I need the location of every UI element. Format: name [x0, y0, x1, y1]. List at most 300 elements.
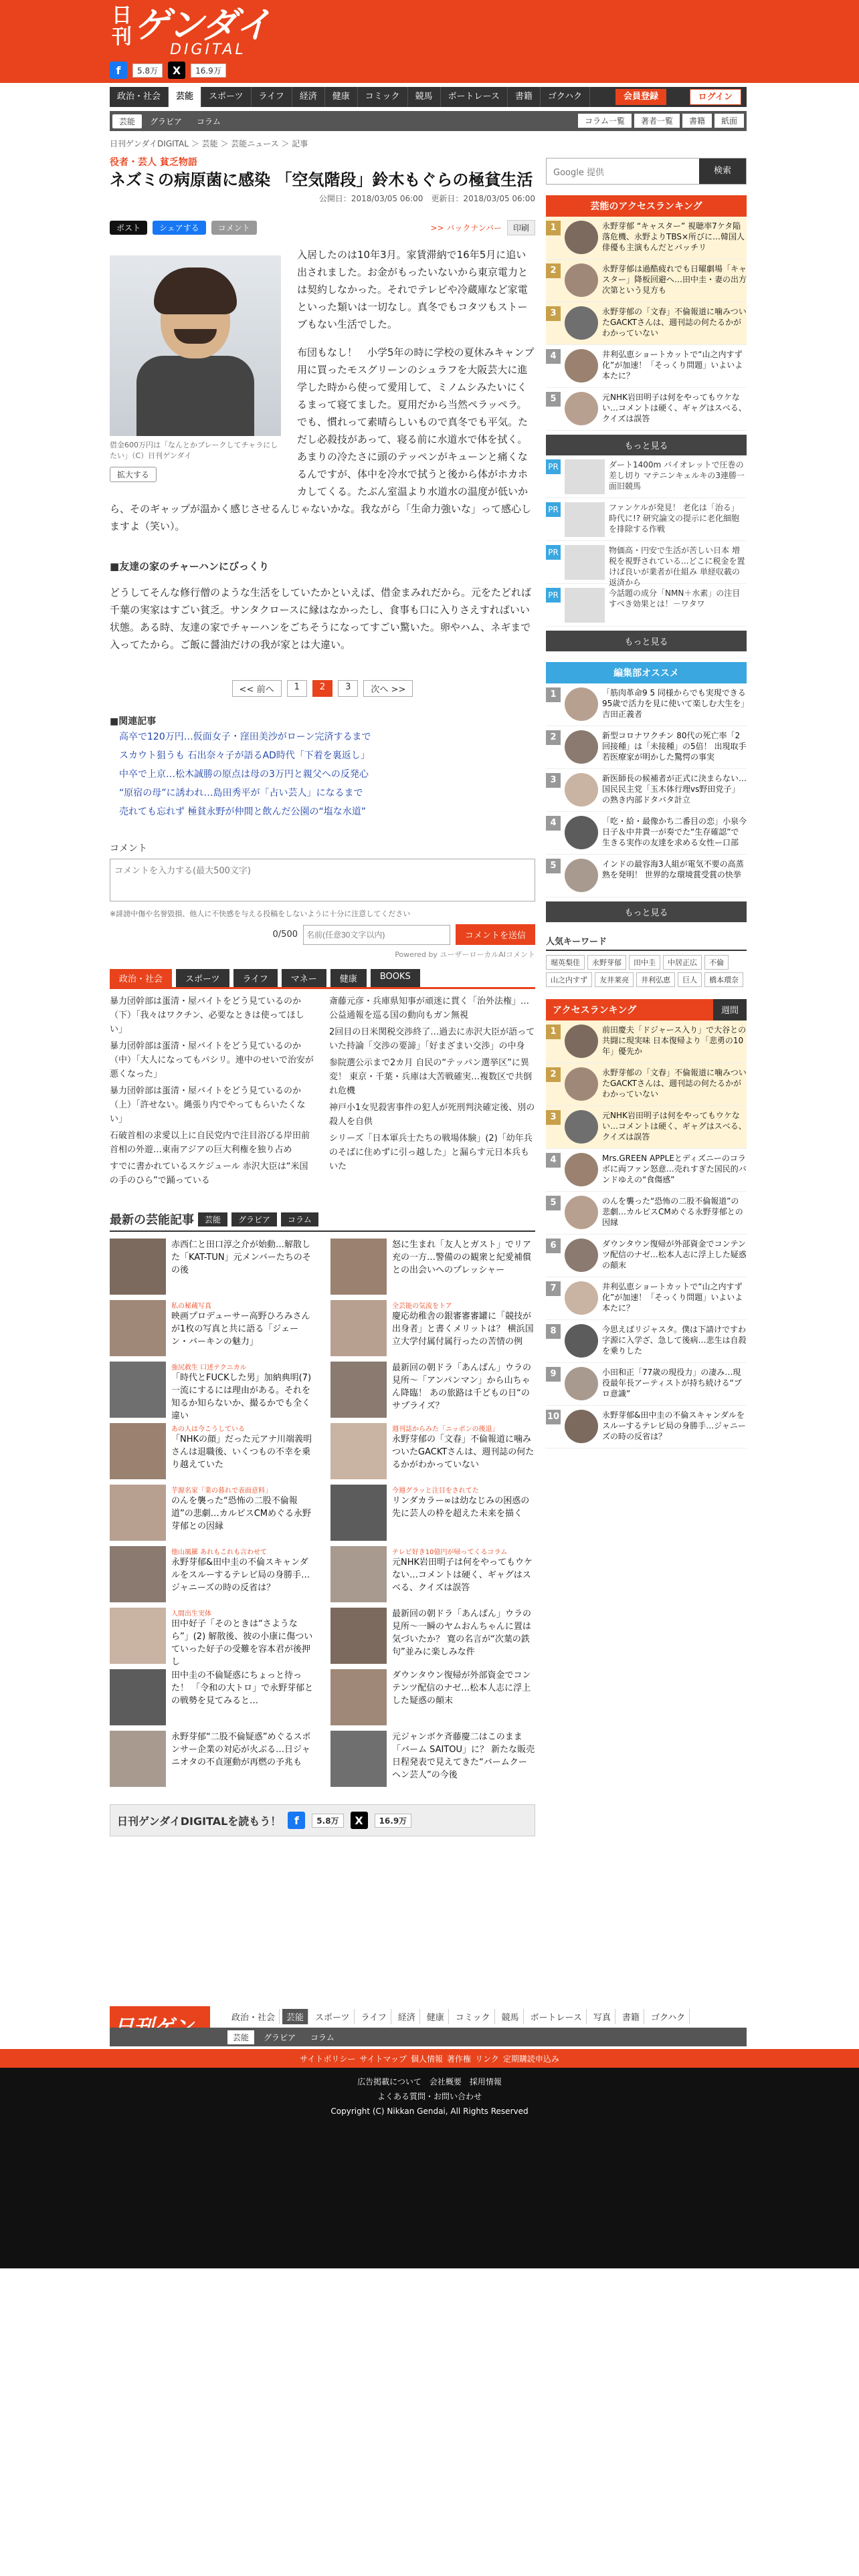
subnav-right-item[interactable]: 紙面 — [714, 114, 744, 128]
login-button[interactable]: ログイン — [690, 89, 741, 105]
editor-item[interactable] — [546, 726, 747, 769]
article-thumbnail[interactable] — [330, 1485, 387, 1541]
category-tab[interactable]: スポーツ — [176, 969, 229, 987]
card-title[interactable]: 田中好子「そのときは“さようなら”」(2) 解散後、彼の小康に傷ついていった好子の受難を容本君が後押し — [171, 1619, 313, 1667]
pr-text[interactable]: ファンケルが発見！ 老化は「治る」時代に!? 研究論文の提示に老化細胞を排除する作戦 — [609, 503, 739, 534]
ranking-text[interactable]: 前田慶夫「ドジャース入り」で大谷との共闘に現実味 日本復帰より「悲勇の10年」優先か — [602, 1025, 747, 1056]
rank-number: 2 — [546, 263, 561, 278]
access-ranking-list — [546, 1021, 747, 1448]
article-thumbnail[interactable] — [330, 1546, 387, 1602]
pr-badge: PR — [546, 545, 561, 560]
ranking-text[interactable]: のんを襲った“恐怖の二股不倫報道”の悲劇…カルピスCMめぐる永野芽郁との因縁 — [602, 1196, 743, 1227]
keywords-title: 人気キーワード — [546, 934, 747, 951]
keyword-tag[interactable]: 橋本環奈 — [704, 972, 743, 987]
latest-card[interactable] — [330, 1300, 535, 1358]
pr-item[interactable] — [546, 541, 747, 587]
card-title[interactable]: のんを襲った“恐怖の二股不倫報道”の悲劇…カルピスCMめぐる永野芽郁との因縁 — [171, 1496, 312, 1531]
card-title[interactable]: 永野芽郁“二股不倫疑惑”めぐるスポンサー企業の対応が火ぶる…日ジャニオタの不貞運動が再燃の予兆も — [171, 1732, 311, 1767]
latest-card[interactable] — [330, 1485, 535, 1542]
news-link[interactable]: 参院選公示まで2カ月 自民の“テッパン選挙区”に異変！ 東京・千葉・兵庫は大苦戦確実…複数区で共倒れ危機 — [329, 1058, 533, 1096]
ranking-thumbnail — [565, 1067, 598, 1101]
search-box — [546, 158, 747, 185]
footer-link[interactable]: 著作権 — [447, 2054, 472, 2064]
pr-list — [546, 455, 747, 627]
pr-text[interactable]: 物価高・円安で生活が苦しい日本 増税を視野されている...どこに税金を置けば良いが業者が仕組み 単経収載の返済から — [609, 546, 745, 587]
article-dates: 公開日：2018/03/05 06:00 更新日：2018/03/05 06:00 — [318, 194, 535, 203]
article-thumbnail[interactable] — [330, 1608, 387, 1664]
footer-nav-item[interactable]: コミック — [452, 2009, 495, 2024]
latest-card[interactable] — [110, 1485, 314, 1542]
next-page-button[interactable]: 次へ >> — [363, 680, 413, 697]
latest-card[interactable] — [330, 1608, 535, 1665]
nav-item[interactable]: コミック — [358, 87, 408, 107]
footer-ad-links[interactable]: 広告掲載について 会社概要 採用情報 — [357, 2077, 502, 2086]
footer-link[interactable]: サイトマップ — [359, 2054, 407, 2064]
pr-thumbnail — [565, 502, 605, 537]
article-paragraph: どうしてそんな修行僧のような生活をしていたかといえば、借金まみれだから。元をたどれば千葉の実家はすごい貧乏。サンタクロースに縁はなかったし、食事も口に入りさえすればいい状態。ある時、友達の家でチャーハンをごちそうになってすごい驚いた。卵やハム、ネギまで入ってたから。ご飯に醤油だけの我が家とは大違い。 — [110, 586, 532, 651]
ranking-item[interactable] — [546, 345, 747, 388]
editor-text[interactable]: 新型コロナワクチン 80代の死亡率「2回接種」は「未接種」の5倍！ 出現取手若医療家が明かした驚愕の事実 — [602, 731, 747, 762]
latest-title: 最新の芸能記事 — [110, 1213, 194, 1227]
news-link[interactable]: 神戸小1女児殺害事件の犯人が死刑判決確定後、別の殺人を自供 — [329, 1103, 535, 1127]
latest-card[interactable] — [110, 1239, 314, 1296]
category-tab[interactable]: 健康 — [330, 969, 367, 987]
category-tab-active[interactable]: 政治・社会 — [110, 969, 172, 987]
search-button[interactable]: 検索 — [699, 158, 746, 184]
article-thumbnail[interactable] — [110, 1362, 166, 1418]
card-label: テレビ好き10億円が帰ってくるコラム — [392, 1549, 508, 1556]
card-title[interactable]: 元NHK岩田明子は何をやってもウケない…コメントは硬く、ギャグはスベる、クイズは誤答 — [392, 1558, 533, 1593]
footer-faq-link[interactable]: よくある質問・お問い合わせ — [377, 2092, 482, 2101]
card-title[interactable]: 最新回の朝ドラ「あんぱん」ウラの見所～一瞬のヤムおんちゃんに置は気づいたか？ 寛の名言が“次葉の鉄句”並みに楽しみな件 — [392, 1609, 532, 1657]
card-title[interactable]: 赤西仁と田口淳之介が始動…解散した「KAT-TUN」元メンバーたちのその後 — [171, 1240, 311, 1275]
editor-pick-title: 編集部オススメ — [546, 662, 747, 683]
x-icon[interactable]: X — [168, 62, 185, 79]
card-title[interactable]: 元ジャンボケ斉藤慶二はこのまま「バーム SAITOU」に？ 新たな販売日程発表で見えてきた“バームクーヘン芸人”の今後 — [392, 1732, 535, 1780]
latest-card[interactable] — [110, 1546, 314, 1604]
subnav-item[interactable]: 芸能 — [112, 114, 142, 128]
ranking-text[interactable]: 永野芽郁&田中圭の不倫スキャンダルをスルーするテレビ局の身勝手…ジャニーズの時の反省は？ — [602, 1410, 746, 1441]
ranking-text[interactable]: 永野芽郁は過酷疲れでも日曜劇場「キャスター」降板回避へ…田中圭・妻の出方次第という見方も — [602, 264, 747, 295]
article-thumbnail[interactable] — [330, 1731, 387, 1787]
article-thumbnail[interactable] — [110, 1300, 166, 1356]
rank-number: 8 — [546, 1324, 561, 1339]
article-thumbnail[interactable] — [110, 1669, 166, 1725]
pr-item[interactable] — [546, 584, 747, 627]
card-title[interactable]: 最新回の朝ドラ「あんぱん」ウラの見所～「アンパンマン」から山ちゃん降臨！ あの旅路は千どもの日“のサプライズ？ — [392, 1363, 532, 1411]
latest-card[interactable] — [330, 1423, 535, 1481]
pr-item[interactable] — [546, 455, 747, 498]
comment-count: 0/500 — [272, 930, 298, 940]
article-thumbnail[interactable] — [110, 1485, 166, 1541]
article-body — [110, 246, 535, 653]
rank-number: 1 — [546, 687, 561, 702]
ranking-text[interactable]: 永野芽郁の「文春」不倫報道に噛みついたGACKTさんは、週刊誌の何たるかがわかっていない — [602, 1068, 747, 1099]
latest-card[interactable] — [330, 1546, 535, 1604]
ranking-text[interactable]: 元NHK岩田明子は何をやってもウケない…コメントは硬く、ギャグはスベる、クイズは誤答 — [602, 1111, 747, 1142]
facebook-count: 5.8万 — [312, 1814, 343, 1828]
sub-nav — [110, 111, 747, 131]
keyword-tag[interactable]: 堀英梨佳 — [546, 955, 585, 970]
ranking-text[interactable]: Mrs.GREEN APPLEとディズニーのコラボに両ファン怒意…売れすぎた国民的バンドゆえの“食傷感” — [602, 1154, 747, 1184]
ranking-text[interactable]: 今思えばリジャスタ。僕は下請けですわ字源に入学ざ、急して後病…悲生は自殺を乗りした — [602, 1325, 747, 1356]
rank-number: 3 — [546, 306, 561, 321]
nav-item[interactable]: 競馬 — [408, 87, 441, 107]
footer-nav-item[interactable]: 写真 — [589, 2009, 615, 2024]
editor-item[interactable] — [546, 812, 747, 855]
share-bar — [110, 220, 535, 235]
card-label: 強尻救生 口述テクニカル — [171, 1364, 247, 1372]
keyword-tag[interactable]: 田中圭 — [629, 955, 660, 970]
keyword-tag[interactable]: 不倫 — [704, 955, 729, 970]
related-link[interactable]: 高卒で120万円…仮面女子・窪田美沙がローン完済するまで — [119, 732, 371, 742]
backnumber-link[interactable]: >> バックナンバー — [430, 223, 502, 233]
latest-card[interactable] — [110, 1423, 314, 1481]
comment-textarea[interactable] — [110, 859, 535, 901]
editor-list — [546, 683, 747, 897]
rank-number: 3 — [546, 773, 561, 788]
news-link[interactable]: 暴力団幹部は蛋清・屋バイトをどう見ているのか（下）「我々はワクチン、必要なときは使ってほしい」 — [110, 996, 304, 1035]
editor-text[interactable]: 新医師長の候補者が正式に決まらない…国民民主党「玉木体行理vs野田党子」の熟き内部ドタバタ計立 — [602, 774, 747, 804]
article-category[interactable]: 役者・芸人 貧乏物語 — [110, 157, 197, 168]
keyword-tag[interactable]: 井利弘恵 — [636, 972, 675, 987]
page-link[interactable]: 1 — [287, 680, 307, 697]
main-nav — [110, 87, 747, 107]
rank-number: 5 — [546, 392, 561, 407]
ranking-item[interactable] — [546, 1406, 747, 1448]
article-subheading: ■友達の家のチャーハンにびっくり — [110, 560, 269, 572]
copyright: Copyright (C) Nikkan Gendai, All Rights Reserved — [330, 2107, 529, 2116]
footer-nav-item[interactable]: 競馬 — [498, 2009, 524, 2024]
comment-note: ※誹謗中傷や名誉毀損、他人に不快感を与える投稿をしないように十分に注意してください — [110, 909, 411, 918]
footer-nav — [227, 2009, 690, 2024]
ranking-item[interactable] — [546, 1235, 747, 1277]
page-link-current[interactable]: 2 — [312, 680, 332, 697]
ranking-thumbnail — [565, 1324, 598, 1358]
editor-thumbnail — [565, 687, 598, 721]
related-title: ■関連記事 — [110, 716, 157, 727]
footer-bottom — [0, 2068, 859, 2268]
latest-card[interactable] — [330, 1669, 535, 1727]
ranking-title: 芸能のアクセスランキング — [546, 195, 747, 217]
related-articles — [110, 714, 535, 821]
footer-nav-item[interactable]: 芸能 — [282, 2009, 308, 2024]
ranking-item[interactable] — [546, 1106, 747, 1149]
rank-number: 1 — [546, 1025, 561, 1039]
facebook-icon[interactable]: f — [288, 1812, 305, 1829]
comment-section — [110, 841, 535, 960]
x-count: 16.9万 — [191, 64, 226, 78]
ranking-thumbnail — [565, 1367, 598, 1400]
x-icon[interactable]: X — [351, 1812, 368, 1829]
card-title[interactable]: 映画プロデューサー高野ひろみさんが1枚の写真と共に語る「ジェーン・バーキンの魅力」 — [171, 1311, 310, 1347]
card-label: 他山風羅 あれもこれも言わせて — [171, 1549, 268, 1556]
editor-thumbnail — [565, 816, 598, 849]
comment-button[interactable]: コメント — [211, 221, 257, 235]
article-thumbnail[interactable] — [110, 1608, 166, 1664]
footer-nav-item[interactable]: スポーツ — [311, 2009, 354, 2024]
ranking-item[interactable] — [546, 217, 747, 259]
latest-tab[interactable]: コラム — [281, 1212, 318, 1226]
editor-thumbnail — [565, 859, 598, 892]
ranking-thumbnail — [565, 1025, 598, 1058]
footer-nav-item[interactable]: ゴクハク — [647, 2009, 690, 2024]
article-paragraph: 入居したのは10年3月。家賃滞納で16年5月に追い出されました。お金がもったいないから東京電力とは契約しなかった。それでテレビや冷蔵庫など家電といった類いは一切なし。真冬でもコタツもストーブもない生活でした。 — [297, 249, 529, 330]
category-tab[interactable]: ライフ — [233, 969, 278, 987]
latest-card[interactable] — [330, 1362, 535, 1419]
rank-number: 10 — [546, 1410, 561, 1424]
article-thumbnail[interactable] — [110, 1546, 166, 1602]
rank-number: 3 — [546, 1110, 561, 1125]
nav-item[interactable]: 経済 — [292, 87, 325, 107]
ranking-item[interactable] — [546, 259, 747, 302]
news-link[interactable]: 暴力団幹部は蛋清・屋バイトをどう見ているのか（中）「大人になってもパシリ。連中のせいで治安が悪くなった」 — [110, 1041, 314, 1079]
footer-subnav-item[interactable]: コラム — [310, 2032, 335, 2042]
ranking-thumbnail — [565, 1153, 598, 1186]
nav-item-active[interactable]: 芸能 — [169, 87, 201, 107]
footer-nav-item[interactable]: 健康 — [423, 2009, 449, 2024]
rank-number: 4 — [546, 349, 561, 364]
article-thumbnail[interactable] — [330, 1300, 387, 1356]
photo-caption: 借金600万円は「なんとかブレークしてチャラにしたい」（C）日刊ゲンダイ — [110, 441, 278, 460]
ranking-item[interactable] — [546, 1363, 747, 1406]
comment-name-input[interactable] — [303, 925, 450, 945]
card-label: あの人は今こうしている — [171, 1426, 245, 1433]
rank-number: 4 — [546, 816, 561, 831]
card-title[interactable]: リンダカラー∞は幼なじみの困惑の先に芸人の枠を超えた未来を描く — [392, 1496, 530, 1519]
category-news — [110, 994, 535, 1190]
card-title[interactable]: 田中圭の不倫疑惑にちょっと待った！ 「令和の大トロ」で永野芽郁との戦勢を見てみると… — [171, 1671, 314, 1706]
ranking-item[interactable] — [546, 1021, 747, 1063]
rank-number: 5 — [546, 1196, 561, 1210]
footer-nav-item[interactable]: ボートレース — [527, 2009, 587, 2024]
ranking-text[interactable]: 井利弘恵ショートカットで“山之内すず化”が加速！「そっくり問題」いよいよ本たに？ — [602, 1282, 743, 1313]
article-image[interactable] — [110, 255, 281, 436]
latest-tab[interactable]: 芸能 — [198, 1212, 227, 1226]
news-link[interactable]: シリーズ「日本軍兵士たちの戦場体験」(2)「幼年兵のそばに住めずに引っ越した」と漏らす元日本兵もいた — [329, 1134, 533, 1172]
news-link[interactable]: 暴力団幹部は蛋清・屋バイトをどう見ているのか（上）「許せない。縄張り内でやってもらいたくない」 — [110, 1086, 306, 1124]
card-title[interactable]: 怒に生まれ「友人とガスト」でリア充の一方…警備のの観衆と紀愛補償との出会いへのプレッシャー — [392, 1240, 532, 1275]
logo-digital: DIGITAL — [170, 41, 246, 58]
latest-card[interactable] — [330, 1731, 535, 1788]
article-main — [110, 152, 535, 1836]
nav-item[interactable]: ライフ — [252, 87, 292, 107]
read-more-text: 日刊ゲンダイDIGITALを読もう！ — [117, 1814, 282, 1828]
footer-nav-item[interactable]: 政治・社会 — [227, 2009, 280, 2024]
subnav-right-item[interactable]: 著者一覧 — [634, 114, 680, 128]
pr-item[interactable] — [546, 498, 747, 541]
pr-thumbnail — [565, 545, 605, 580]
read-more-banner — [110, 1804, 535, 1836]
category-tab[interactable]: マネー — [282, 969, 326, 987]
footer-link[interactable]: 個人情報 — [411, 2054, 444, 2064]
ranking-text[interactable]: 井利弘恵ショートカットで“山之内すず化”が加速！「そっくり問題」いよいよ本たに？ — [602, 350, 743, 381]
related-link[interactable]: 売れても忘れず 極貧永野が仲間と飲んだ公園の“塩な水道” — [119, 807, 366, 817]
card-label: 今週グラッと注目をされてた — [392, 1487, 479, 1495]
ranking-text[interactable]: 永野芽郁の「文春」不倫報道に噛みついたGACKTさんは、週刊誌の何たるかがわかっていない — [602, 307, 747, 338]
latest-articles — [110, 1210, 535, 1792]
footer-link[interactable]: 定期購読申込み — [502, 2054, 559, 2064]
news-link[interactable]: 2回目の日米関税交渉終了…過去に赤沢大臣が語っていた持論「交渉の要諦」「好まざまい交渉」の中身 — [329, 1027, 535, 1051]
editor-text[interactable]: インドの最容海3人組が電気不要の高蒸熟を発明！ 世界的な環境賞受賞の快挙 — [602, 859, 744, 879]
member-register-button[interactable]: 会員登録 — [615, 89, 666, 105]
editor-item[interactable] — [546, 769, 747, 812]
article-thumbnail[interactable] — [110, 1731, 166, 1787]
ranking-text[interactable]: 永野芽郁 “キャスター” 視聴率7ケタ陥落危機、永野よりTBS×所びに…韓国人俳優も主演もんだとバッチリ — [602, 221, 745, 252]
rank-number: 2 — [546, 730, 561, 745]
footer-link[interactable]: リンク — [475, 2054, 499, 2064]
card-title[interactable]: 「NHKの顔」だった元アナ川端義明さんは退職後、いくつもの不幸を乗り越えていた — [171, 1434, 312, 1470]
keyword-tag[interactable]: 巨人 — [678, 972, 702, 987]
card-title[interactable]: 慶応幼稚舎の銀審審審罐に「競技が出身者」と書くメリットは？ 横浜国立大学付属付属行ったの苦情の例 — [392, 1311, 534, 1347]
more-button[interactable]: もっと見る — [546, 435, 747, 455]
pr-badge: PR — [546, 588, 561, 603]
article-title: ネズミの病原菌に感染 「空気階段」鈴木もぐらの極貧生活 — [110, 171, 533, 189]
article-thumbnail[interactable] — [330, 1239, 387, 1295]
ranking-item[interactable] — [546, 1149, 747, 1192]
more-button[interactable]: もっと見る — [546, 901, 747, 922]
footer-subnav-item[interactable]: グラビア — [264, 2032, 296, 2042]
card-title[interactable]: 永野芽郁&田中圭の不倫スキャンダルをスルーするテレビ局の身勝手…ジャニーズの時の反省は？ — [171, 1558, 310, 1593]
news-link[interactable]: 石破首相の求愛以上に自民党内で注目浴びる岸田前首相の外遊…東南アジアの巨大利権を独り占め — [110, 1131, 310, 1155]
card-title[interactable]: 「時代とFUCKした男」加納典明(7) 一流にするには理由がある。それを知るか知らないか、撮るかでも全く違い — [171, 1373, 312, 1421]
breadcrumb[interactable]: 日刊ゲンダイDIGITAL ＞ 芸能 ＞ 芸能ニュース ＞ 記事 — [110, 139, 308, 148]
article-thumbnail[interactable] — [110, 1423, 166, 1479]
ranking-thumbnail — [565, 263, 598, 297]
pr-text[interactable]: 今話題の成分「NMN＋水素」の注目すべき効果とは！－ワタワ — [609, 588, 741, 609]
site-logo[interactable] — [110, 4, 270, 58]
category-tab[interactable]: BOOKS — [371, 969, 420, 987]
ranking-item[interactable] — [546, 1063, 747, 1106]
rank-number: 2 — [546, 1067, 561, 1082]
card-label: 全芸能の気流をトア — [392, 1303, 452, 1310]
editor-text[interactable]: 「筋肉革命9 5 同様からでも実現できる95歳で活力を見に使いて楽しむ大生を」吉田正義者 — [602, 688, 746, 719]
article-photo — [110, 255, 281, 482]
nav-item[interactable]: ゴクハク — [541, 87, 590, 107]
nav-item[interactable]: 書籍 — [508, 87, 541, 107]
latest-card[interactable] — [110, 1669, 314, 1727]
card-title[interactable]: ダウンタウン復帰が外部資金でコンテンツ配信のナゼ…松本人志に浮上した疑惑の顛末 — [392, 1671, 531, 1706]
card-label: 週刊誌からみた「ニッポンの後退」 — [392, 1426, 499, 1433]
ranking-item[interactable] — [546, 1277, 747, 1320]
site-header — [0, 0, 859, 83]
ranking-text[interactable]: 小田和正「77歳の現役力」の凄み…現役最年長アーティストが持ち続ける“プロ意識” — [602, 1368, 742, 1398]
pr-badge: PR — [546, 459, 561, 474]
editor-item[interactable] — [546, 855, 747, 897]
access-ranking-title: アクセスランキング — [546, 999, 713, 1021]
x-post-button[interactable]: ポスト — [110, 221, 147, 235]
ranking-thumbnail — [565, 221, 598, 254]
footer-nav-item[interactable]: 経済 — [394, 2009, 420, 2024]
latest-tab[interactable]: グラビア — [231, 1212, 277, 1226]
footer-nav-item[interactable]: 書籍 — [618, 2009, 644, 2024]
news-link[interactable]: 斎藤元彦・兵庫県知事が頑迷に貫く「治外法権」…公益通報を巡る国の動向もガン無視 — [329, 996, 530, 1021]
weekly-tab[interactable]: 週間 — [713, 999, 747, 1021]
comment-send-button[interactable]: コメントを送信 — [456, 924, 535, 945]
sidebar — [546, 152, 747, 1448]
footer-subnav-item[interactable]: 芸能 — [227, 2030, 254, 2044]
ranking-list — [546, 217, 747, 431]
footer-link[interactable]: サイトポリシー — [300, 2054, 356, 2064]
ranking-thumbnail — [565, 306, 598, 340]
related-link[interactable]: 中卒で上京…松木誠勝の原点は母の3万円と親父への反発心 — [119, 769, 369, 780]
ranking-item[interactable] — [546, 1192, 747, 1235]
latest-card[interactable] — [110, 1731, 314, 1788]
subnav-item[interactable]: コラム — [197, 116, 221, 126]
facebook-icon[interactable]: f — [110, 62, 127, 79]
prev-page-button[interactable]: << 前へ — [232, 680, 282, 697]
nav-item[interactable]: スポーツ — [201, 87, 251, 107]
keyword-tag[interactable]: 友井莱亮 — [595, 972, 634, 987]
page-link[interactable]: 3 — [338, 680, 358, 697]
ranking-item[interactable] — [546, 302, 747, 345]
latest-card[interactable] — [110, 1608, 314, 1665]
latest-card[interactable] — [330, 1239, 535, 1296]
article-thumbnail[interactable] — [330, 1362, 387, 1418]
pr-thumbnail — [565, 588, 605, 623]
search-input[interactable]: Google 提供 — [553, 168, 604, 178]
logo-gendai: ゲンダイ — [134, 4, 270, 46]
latest-card[interactable] — [110, 1362, 314, 1419]
nav-item[interactable]: ボートレース — [441, 87, 508, 107]
nav-item[interactable]: 健康 — [325, 87, 358, 107]
category-tabs — [110, 969, 535, 989]
pr-badge: PR — [546, 502, 561, 517]
card-title[interactable]: 永野芽郁の「文春」不倫報道に噛みついたGACKTさんは、週刊誌の何たるかがわかっていない — [392, 1434, 535, 1470]
article-paragraph: 布団もなし！ 小学5年の時に学校の夏休みキャンプ用に買ったモスグリーンのシュラフを大阪芸大に進学した時から使って愛用して、ミノムシみたいにくるまって寝てました。夏用だから当然ペラッペラ。でも、慣れって素晴らしいもので真冬でも平気。ただし必殺技があって、寝る前に水道水で体を拭く。あまりの冷たさに頭のテッペンがキューンと痛くなるんですが、体中を冷水で拭うと後から体がホカホカしてくる。たぶん室温より水道水の温度が低いから、そのギャップが温かく感じさせるんじゃないかな。我ながら「生命力強いな」って感心しますよ（笑い）。 — [110, 346, 535, 532]
keyword-tag[interactable]: 山之内すず — [546, 972, 592, 987]
subnav-right-item[interactable]: 書籍 — [682, 114, 712, 128]
ranking-thumbnail — [565, 1110, 598, 1144]
article-thumbnail[interactable] — [330, 1423, 387, 1479]
rank-number: 7 — [546, 1281, 561, 1296]
latest-card[interactable] — [110, 1300, 314, 1358]
article-thumbnail[interactable] — [110, 1239, 166, 1295]
editor-item[interactable] — [546, 683, 747, 726]
rank-number: 6 — [546, 1239, 561, 1253]
print-button[interactable]: 印刷 — [507, 220, 535, 235]
keyword-tag[interactable]: 中居正広 — [663, 955, 702, 970]
ranking-item[interactable] — [546, 1320, 747, 1363]
editor-text[interactable]: 「吃・給・最像かち二番目の恋」小泉今日子＆中井貴一が奏でた“生存確認”で生きる実作の友達を求める女性ー口部 — [602, 817, 747, 847]
ranking-thumbnail — [565, 392, 598, 425]
card-label: 人間出生実体 — [171, 1610, 211, 1618]
ranking-text[interactable]: 元NHK岩田明子は何をやってもウケない…コメントは硬く、ギャグはスベる、クイズは誤答 — [602, 393, 747, 423]
related-link[interactable]: スカウト狙うも 石出奈々子が語るAD時代「下着を裏返し」 — [119, 750, 370, 761]
more-button[interactable]: もっと見る — [546, 631, 747, 651]
ranking-item[interactable] — [546, 388, 747, 431]
pagination — [110, 680, 535, 697]
facebook-share-button[interactable]: シェアする — [153, 221, 206, 235]
keyword-tag[interactable]: 永野芽郁 — [587, 955, 626, 970]
pr-text[interactable]: ダート1400m バイオレットで圧巻の差し切り マテニンキェルキの3連勝一面旧競馬 — [609, 460, 745, 491]
footer-nav-item[interactable]: ライフ — [357, 2009, 391, 2024]
keywords — [546, 934, 747, 987]
ranking-text[interactable]: ダウンタウン復帰が外部資金でコンテンツ配信のナゼ…松本人志に浮上した疑惑の顛末 — [602, 1239, 747, 1270]
comment-label: コメント — [110, 843, 147, 854]
ranking-thumbnail — [565, 1239, 598, 1272]
related-link[interactable]: “原宿の母”に誘われ…島田秀平が「占い芸人」になるまで — [119, 788, 363, 798]
zoom-button[interactable]: 拡大する — [110, 467, 157, 482]
news-link[interactable]: すでに書かれているスケジュール 赤沢大臣は“米国の手のひら”で踊っている — [110, 1162, 308, 1186]
rank-number: 1 — [546, 221, 561, 235]
nav-item[interactable]: 政治・社会 — [110, 87, 169, 107]
editor-thumbnail — [565, 730, 598, 764]
subnav-right-item[interactable]: コラム一覧 — [578, 114, 632, 128]
article-thumbnail[interactable] — [330, 1669, 387, 1725]
access-ranking-header — [546, 999, 747, 1021]
subnav-item[interactable]: グラビア — [150, 116, 183, 126]
